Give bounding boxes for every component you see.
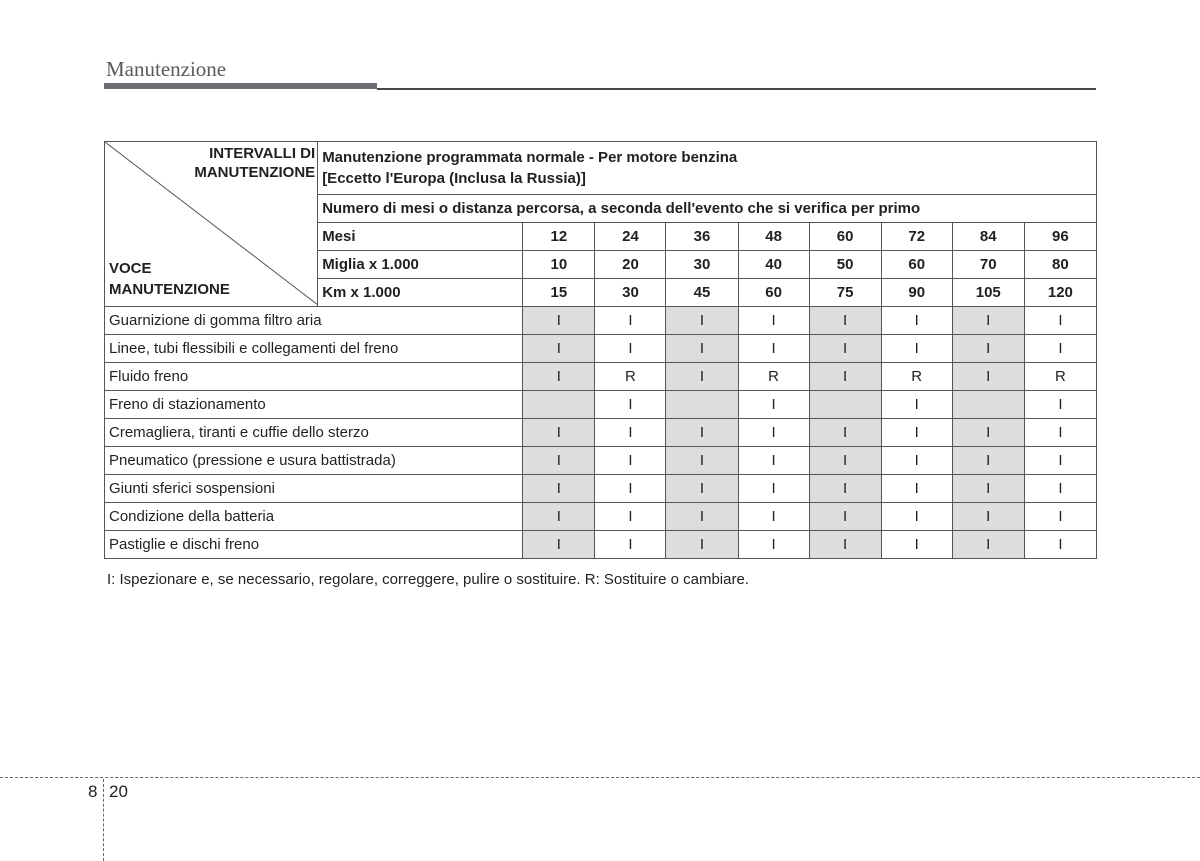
- schedule-title: Manutenzione programmata normale - Per motore benzina [Eccetto l'Europa (Inclusa la Russia)]: [318, 142, 1097, 195]
- maintenance-action-cell: I: [523, 363, 595, 391]
- maintenance-action-cell: I: [881, 307, 952, 335]
- maintenance-item-name: Cremagliera, tiranti e cuffie dello sterzo: [105, 419, 523, 447]
- maintenance-action-cell: I: [809, 503, 881, 531]
- interval-value: 12: [523, 223, 595, 251]
- maintenance-item-name: Giunti sferici sospensioni: [105, 475, 523, 503]
- maintenance-action-cell: I: [595, 307, 666, 335]
- table-row: [105, 391, 1097, 419]
- header-rule-thin: [377, 88, 1096, 90]
- maintenance-action-cell: I: [1024, 335, 1096, 363]
- maintenance-action-cell: I: [1024, 475, 1096, 503]
- maintenance-action-cell: I: [881, 419, 952, 447]
- maintenance-action-cell: I: [952, 503, 1024, 531]
- maintenance-action-cell: I: [881, 475, 952, 503]
- interval-value: 96: [1024, 223, 1096, 251]
- maintenance-action-cell: I: [952, 475, 1024, 503]
- table-row: [105, 531, 1097, 559]
- maintenance-action-cell: R: [881, 363, 952, 391]
- interval-label: Miglia x 1.000: [318, 251, 523, 279]
- interval-value: 84: [952, 223, 1024, 251]
- maintenance-action-cell: I: [666, 475, 738, 503]
- maintenance-item-name: Pneumatico (pressione e usura battistrada): [105, 447, 523, 475]
- maintenance-action-cell: I: [809, 475, 881, 503]
- maintenance-action-cell: I: [738, 307, 809, 335]
- maintenance-item-name: Freno di stazionamento: [105, 391, 523, 419]
- interval-value: 120: [1024, 279, 1096, 307]
- interval-value: 20: [595, 251, 666, 279]
- maintenance-action-cell: I: [809, 419, 881, 447]
- interval-value: 60: [809, 223, 881, 251]
- maintenance-action-cell: I: [666, 419, 738, 447]
- maintenance-action-cell: I: [523, 307, 595, 335]
- maintenance-action-cell: I: [523, 419, 595, 447]
- maintenance-action-cell: I: [881, 531, 952, 559]
- interval-value: 60: [738, 279, 809, 307]
- table-row: [105, 447, 1097, 475]
- maintenance-action-cell: R: [595, 363, 666, 391]
- maintenance-action-cell: I: [1024, 447, 1096, 475]
- interval-value: 70: [952, 251, 1024, 279]
- maintenance-action-cell: I: [809, 335, 881, 363]
- table-corner-header: [105, 142, 318, 307]
- maintenance-action-cell: [523, 391, 595, 419]
- interval-value: 36: [666, 223, 738, 251]
- interval-value: 40: [738, 251, 809, 279]
- maintenance-item-name: Condizione della batteria: [105, 503, 523, 531]
- maintenance-action-cell: [952, 391, 1024, 419]
- maintenance-action-cell: I: [738, 531, 809, 559]
- legend-text: I: Ispezionare e, se necessario, regolare, correggere, pulire o sostituire. R: Sostituire o cambiare.: [107, 571, 749, 588]
- maintenance-action-cell: I: [881, 391, 952, 419]
- interval-value: 10: [523, 251, 595, 279]
- maintenance-action-cell: I: [595, 335, 666, 363]
- section-title: Manutenzione: [106, 57, 227, 81]
- maintenance-action-cell: I: [1024, 419, 1096, 447]
- maintenance-action-cell: I: [809, 447, 881, 475]
- maintenance-action-cell: I: [809, 363, 881, 391]
- schedule-subtitle: Numero di mesi o distanza percorsa, a seconda dell'evento che si verifica per primo: [318, 195, 1097, 223]
- maintenance-action-cell: I: [952, 531, 1024, 559]
- maintenance-action-cell: I: [1024, 503, 1096, 531]
- maintenance-action-cell: [809, 391, 881, 419]
- interval-value: 105: [952, 279, 1024, 307]
- footer-divider: [0, 777, 1200, 778]
- maintenance-action-cell: I: [1024, 391, 1096, 419]
- maintenance-action-cell: I: [738, 391, 809, 419]
- interval-value: 30: [595, 279, 666, 307]
- maintenance-item-name: Fluido freno: [105, 363, 523, 391]
- maintenance-action-cell: I: [523, 503, 595, 531]
- table-row: [105, 503, 1097, 531]
- maintenance-action-cell: I: [738, 419, 809, 447]
- interval-value: 75: [809, 279, 881, 307]
- maintenance-item-name: Guarnizione di gomma filtro aria: [105, 307, 523, 335]
- maintenance-action-cell: I: [595, 531, 666, 559]
- corner-item-label: VOCE MANUTENZIONE: [109, 260, 230, 298]
- interval-value: 50: [809, 251, 881, 279]
- corner-intervals-label: INTERVALLI DI MANUTENZIONE: [194, 145, 316, 181]
- maintenance-action-cell: I: [809, 307, 881, 335]
- maintenance-action-cell: I: [595, 447, 666, 475]
- maintenance-action-cell: I: [1024, 531, 1096, 559]
- interval-value: 90: [881, 279, 952, 307]
- maintenance-item-name: Pastiglie e dischi freno: [105, 531, 523, 559]
- interval-label: Mesi: [318, 223, 523, 251]
- interval-value: 80: [1024, 251, 1096, 279]
- maintenance-action-cell: I: [881, 335, 952, 363]
- table-row: [105, 335, 1097, 363]
- table-row: [105, 419, 1097, 447]
- maintenance-schedule-table: [104, 141, 1097, 559]
- maintenance-action-cell: I: [595, 391, 666, 419]
- footer-vertical-divider: [103, 779, 104, 861]
- maintenance-action-cell: R: [738, 363, 809, 391]
- maintenance-action-cell: I: [738, 335, 809, 363]
- interval-value: 15: [523, 279, 595, 307]
- maintenance-action-cell: I: [595, 475, 666, 503]
- maintenance-action-cell: I: [881, 503, 952, 531]
- maintenance-action-cell: I: [881, 447, 952, 475]
- maintenance-action-cell: I: [595, 419, 666, 447]
- table-row: [105, 307, 1097, 335]
- maintenance-action-cell: I: [738, 475, 809, 503]
- maintenance-action-cell: I: [666, 363, 738, 391]
- maintenance-action-cell: I: [523, 447, 595, 475]
- page-number: 20: [109, 782, 128, 801]
- maintenance-action-cell: I: [523, 475, 595, 503]
- maintenance-action-cell: I: [595, 503, 666, 531]
- maintenance-action-cell: I: [523, 531, 595, 559]
- interval-value: 24: [595, 223, 666, 251]
- table-row: [105, 363, 1097, 391]
- maintenance-item-name: Linee, tubi flessibili e collegamenti del freno: [105, 335, 523, 363]
- maintenance-action-cell: I: [738, 503, 809, 531]
- interval-value: 72: [881, 223, 952, 251]
- maintenance-action-cell: I: [666, 447, 738, 475]
- interval-value: 48: [738, 223, 809, 251]
- header-rule-thick: [104, 83, 377, 89]
- maintenance-action-cell: I: [952, 419, 1024, 447]
- maintenance-action-cell: I: [666, 307, 738, 335]
- maintenance-action-cell: I: [738, 447, 809, 475]
- maintenance-action-cell: I: [952, 335, 1024, 363]
- interval-value: 45: [666, 279, 738, 307]
- maintenance-action-cell: I: [666, 503, 738, 531]
- maintenance-action-cell: I: [952, 447, 1024, 475]
- interval-value: 60: [881, 251, 952, 279]
- interval-label: Km x 1.000: [318, 279, 523, 307]
- maintenance-action-cell: I: [666, 531, 738, 559]
- maintenance-action-cell: I: [1024, 307, 1096, 335]
- maintenance-action-cell: R: [1024, 363, 1096, 391]
- interval-value: 30: [666, 251, 738, 279]
- maintenance-action-cell: I: [809, 531, 881, 559]
- chapter-number: 8: [88, 782, 98, 801]
- maintenance-action-cell: I: [952, 363, 1024, 391]
- maintenance-action-cell: I: [523, 335, 595, 363]
- maintenance-action-cell: I: [952, 307, 1024, 335]
- maintenance-action-cell: I: [666, 335, 738, 363]
- maintenance-action-cell: [666, 391, 738, 419]
- table-row: [105, 475, 1097, 503]
